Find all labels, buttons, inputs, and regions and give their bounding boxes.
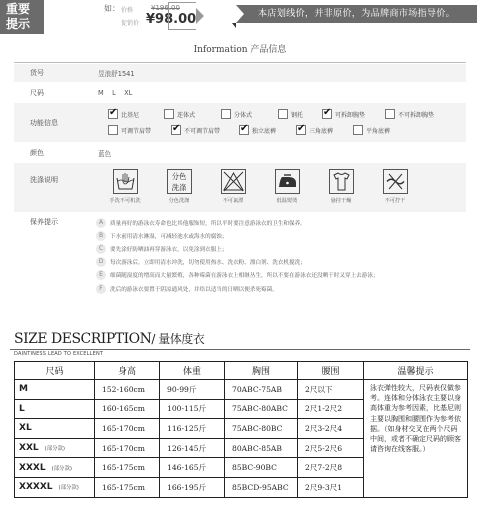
checked-checkbox-icon [239, 125, 249, 135]
empty-checkbox-icon [385, 109, 395, 119]
original-price-row [121, 4, 180, 14]
weight-cell: 146-165斤 [160, 458, 225, 478]
care-tip-text: 下水前用清水淋湿，可减轻池水或海水的腐蚀； [110, 233, 228, 240]
feature-option [385, 108, 455, 120]
height-cell: 165-170cm [95, 438, 160, 458]
color-label: 颜色 [30, 148, 44, 157]
size-tip-cell: 泳衣弹性较大，尺码表仅做参考。连体和分体泳衣主要以身高体重为参考因素，比基尼则主要以胸围和腰围作为参考依据。（如身材交叉在两个尺码中间，或者不确定尺码的顾客请咨询在线客服。） [364, 380, 468, 498]
care-tip-text: 细菌随湿度的增高而大量繁殖，各种霉菌在游泳衣上相继丛生，所以不要在游泳衣还没晒干时又穿上去游泳； [110, 273, 379, 280]
promo-price-label: 促销价 [121, 20, 140, 27]
price-pointer-arrow [168, 2, 196, 30]
care-tip-text: 洗后的游泳衣要置于阴凉通风处，并给以适当的日晒以便杀死霉菌。 [110, 286, 278, 293]
feature-option [108, 124, 171, 136]
checked-checkbox-icon [108, 109, 118, 119]
feature-option-label: 平角底裤 [366, 127, 391, 135]
price-notice [0, 0, 480, 34]
feature-option-label: 独立底裤 [252, 127, 277, 135]
wash-item [368, 169, 422, 204]
product-info-table [14, 64, 466, 303]
wash-item [98, 169, 152, 204]
feature-option [108, 108, 164, 120]
feature-option-label: 连体式 [177, 111, 196, 119]
size-code: M [19, 384, 28, 395]
hang-dry-icon [329, 169, 354, 194]
bust-cell: 85BC-90BC [225, 458, 298, 478]
height-cell: 165-175cm [95, 458, 160, 478]
feature-option [353, 124, 413, 136]
height-cell: 165-175cm [95, 477, 160, 497]
size-cell [15, 477, 95, 497]
feature-option-label: 分体式 [234, 111, 253, 119]
item-number-row [14, 64, 466, 83]
no-tumble-dry-icon [383, 169, 408, 194]
feature-option-label: 三角底裤 [309, 127, 334, 135]
waist-cell: 2尺7-2尺8 [298, 458, 364, 478]
care-tips-list [96, 216, 462, 295]
empty-checkbox-icon [221, 109, 231, 119]
care-tip [96, 229, 462, 242]
care-tip [96, 256, 462, 269]
info-title: Information 产品信息 [193, 45, 287, 55]
column-header: 体重 [160, 362, 225, 380]
waist-cell: 2尺3-2尺4 [298, 419, 364, 439]
size-code: XXL [19, 443, 39, 454]
waist-cell: 2尺1-2尺2 [298, 399, 364, 419]
feature-option [221, 108, 278, 120]
bust-cell: 75ABC-80ABC [225, 399, 298, 419]
care-tip-letter: B [96, 231, 106, 241]
wash-item [152, 169, 206, 204]
feature-option-label: 可拆卸胸垫 [335, 111, 366, 119]
care-tips-label: 保养提示 [30, 218, 58, 226]
hand-wash-icon [113, 169, 138, 194]
badge-line-2: 提示 [6, 17, 31, 31]
partial-style-note: (部分款) [58, 485, 79, 492]
banner-wedge [232, 23, 236, 28]
column-header: 尺码 [15, 362, 95, 380]
wash-item-label: 不可拧干 [384, 198, 406, 204]
size-cell [15, 380, 95, 400]
feature-option-label: 钢托 [291, 111, 304, 119]
size-divider [10, 349, 470, 350]
wash-item-label: 分色洗涤 [168, 198, 190, 204]
no-bleach-icon [221, 169, 246, 194]
column-header: 身高 [95, 362, 160, 380]
care-tip-text: 要先涂好防晒油再穿游泳衣，以免涂到衣服上； [110, 246, 228, 253]
height-cell: 160-165cm [95, 399, 160, 419]
feature-option [296, 124, 353, 136]
weight-cell: 166-195斤 [160, 477, 225, 497]
separate-wash-glyph-1: 分色 [171, 172, 187, 181]
size-code: L [19, 403, 25, 414]
size-table-row [15, 380, 468, 400]
separate-wash-icon [167, 169, 192, 194]
item-number-label: 货号 [30, 69, 44, 77]
size-code: XXXXL [19, 482, 53, 493]
wash-item [260, 169, 314, 204]
care-tip-letter: E [96, 270, 106, 280]
promo-price: ¥98.00 [146, 12, 197, 27]
column-header: 胸围 [225, 362, 298, 380]
size-table-header [15, 362, 468, 380]
column-header: 腰围 [298, 362, 364, 380]
partial-style-note: (部分款) [44, 446, 66, 453]
wash-item-label: 手洗不可机洗 [109, 198, 141, 204]
care-tips-row [14, 213, 466, 303]
size-code: XL [19, 423, 32, 434]
bust-cell: 85BCD-95ABC [225, 477, 298, 497]
waist-cell: 2尺以下 [298, 380, 364, 400]
size-header [10, 330, 470, 350]
original-price-label: 价格 [121, 7, 134, 14]
wash-item [206, 169, 260, 204]
important-notice-badge [0, 0, 44, 34]
partial-style-note: (部分款) [51, 465, 72, 472]
size-table [14, 361, 468, 498]
size-title-cn: / 量体度衣 [151, 332, 205, 346]
feature-option-label: 可调节肩带 [121, 127, 152, 135]
care-tip [96, 242, 462, 255]
bust-cell: 80ABC-85AB [225, 438, 298, 458]
size-label: 尺码 [30, 88, 44, 97]
height-cell: 165-170cm [95, 419, 160, 439]
waist-cell: 2尺5-2尺6 [298, 438, 364, 458]
example-label: 如： [104, 4, 120, 13]
size-code: XXXL [19, 462, 46, 473]
feature-option [322, 108, 385, 120]
care-tip-letter: D [96, 257, 106, 267]
care-tip-letter: A [96, 218, 106, 228]
weight-cell: 126-145斤 [160, 438, 225, 458]
feature-option-label: 不可拆卸胸垫 [398, 111, 435, 119]
wash-item [314, 169, 368, 204]
checked-checkbox-icon [322, 109, 332, 119]
size-value: M L XL [98, 88, 133, 97]
original-price: ¥196.00 [151, 4, 180, 12]
feature-option [278, 108, 322, 120]
size-title-en: SIZE DESCRIPTION [14, 331, 152, 347]
banner-notch [236, 5, 244, 23]
bust-cell: 70ABC-75AB [225, 380, 298, 400]
info-divider [14, 62, 466, 63]
low-iron-icon [275, 169, 300, 194]
empty-checkbox-icon [353, 125, 363, 135]
empty-checkbox-icon [108, 125, 118, 135]
height-cell: 152-160cm [95, 380, 160, 400]
wash-item-label: 不可氯漂 [222, 198, 244, 204]
size-cell [15, 399, 95, 419]
column-header: 温馨提示 [364, 362, 468, 380]
care-tip-letter: F [96, 284, 106, 294]
care-tip-text: 每次游泳后，立即用清水冲洗，切勿使用热水、洗衣粉、漂白剂、洗衣机搅洗； [110, 260, 306, 267]
feature-option-label: 不可调节肩带 [184, 127, 221, 135]
features-label: 功能信息 [30, 118, 58, 127]
size-cell [15, 438, 95, 458]
care-tip [96, 216, 462, 229]
color-row [14, 143, 466, 163]
care-tip [96, 282, 462, 295]
wash-item-label: 悬挂干燥 [330, 198, 352, 204]
waist-cell: 2尺9-3尺1 [298, 477, 364, 497]
color-value: 蓝色 [98, 149, 112, 158]
feature-checkbox-group [98, 108, 458, 136]
features-row [14, 103, 466, 143]
care-tip-letter: C [96, 244, 106, 254]
care-tip-text: 质量再好的游泳衣寿命也比其他服饰短，所以平时要注意游泳衣的卫生和保养。 [110, 220, 306, 227]
separate-wash-glyph-2: 洗涤 [171, 183, 187, 192]
weight-cell: 90-99斤 [160, 380, 225, 400]
bust-cell: 75ABC-80BC [225, 419, 298, 439]
checked-checkbox-icon [171, 125, 181, 135]
feature-option-label: 比基尼 [121, 111, 140, 119]
size-subtitle: DAINTINESS LEAD TO EXCELLENT [14, 351, 104, 357]
feature-option [171, 124, 239, 136]
weight-cell: 116-125斤 [160, 419, 225, 439]
feature-option [164, 108, 221, 120]
feature-option [239, 124, 296, 136]
size-row [14, 83, 466, 103]
wash-label: 洗涤说明 [30, 176, 58, 184]
weight-cell: 100-115斤 [160, 399, 225, 419]
empty-checkbox-icon [164, 109, 174, 119]
wash-icons [98, 169, 422, 204]
empty-checkbox-icon [278, 109, 288, 119]
size-title [14, 330, 204, 347]
notice-banner: 本店划线价，并非原价，为品牌商市场指导价。 [236, 5, 477, 23]
size-cell [15, 419, 95, 439]
care-tip [96, 269, 462, 282]
promo-price-row [121, 12, 197, 27]
checked-checkbox-icon [296, 125, 306, 135]
badge-line-1: 重要 [6, 2, 31, 16]
wash-row [14, 163, 466, 213]
size-cell [15, 458, 95, 478]
item-number-value: 昱浪舒1541 [98, 70, 135, 78]
wash-item-label: 低温熨烫 [276, 198, 298, 204]
